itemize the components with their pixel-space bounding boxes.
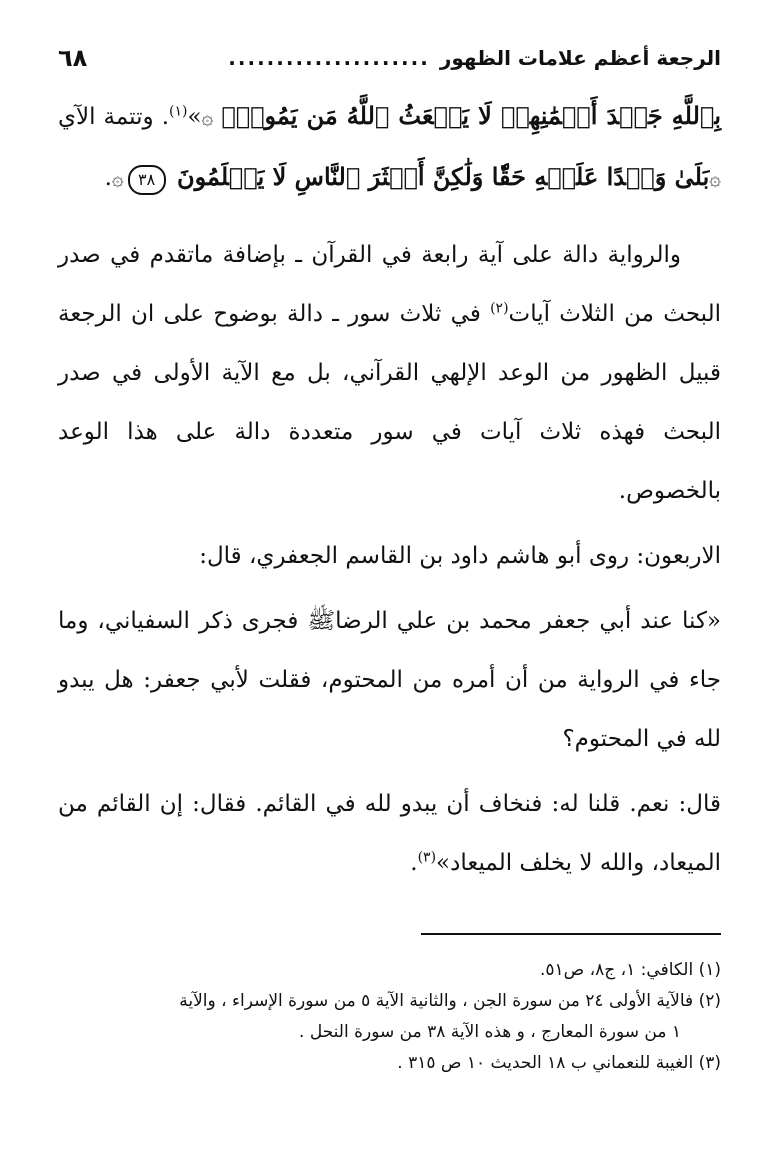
paragraph-1 [58,226,721,521]
running-title [228,46,721,70]
paragraph-2: الاربعون: روى أبو هاشم داود بن القاسم الجعفري، قال: [199,543,721,569]
running-title-text: الرجعة أعظم علامات الظهور [439,46,721,70]
footnotes [58,955,721,1079]
page-number: ٦٨ [58,44,88,72]
paragraph-3-quote: «كنا عند أبي جعفر محمد بن علي الرضاﷺ فجرى ذكر السفياني، وما جاء في الرواية من أن أمره من المحتوم، فقلت لأبي جعفر: هل يبدو لله في المحتوم؟ [58,608,721,752]
quran-verse-1: بِٱللَّهِ جَهۡدَ أَيۡمَٰنِهِمۡ لَا يَبۡعَثُ ٱللَّهُ مَن يَمُوتُۚ [221,101,721,130]
paragraph-4: قال: نعم. قلنا له: فنخاف أن يبدو لله في القائم. فقال: إن القائم من الميعاد، والله لا يخلف الميعاد»$^{(٣)}$. [58,791,721,876]
footnote-ref-1: (١) [169,103,188,120]
quran-verse-2: بَلَىٰ وَعۡدًا عَلَيۡهِ حَقّٗا وَلَٰكِنَّ أَكۡثَرَ ٱلنَّاسِ لَا يَعۡلَمُونَ [176,162,710,191]
quran-verse-block: بِٱللَّهِ جَهۡدَ أَيۡمَٰنِهِمۡ لَا يَبۡعَثُ ٱللَّهُ مَن يَمُوتُۚ ۞»$^{(١)}$. وتتمة الآي ۞بَلَىٰ وَعۡدًا عَلَيۡهِ حَقّٗا وَلَٰكِنَّ أَكۡثَرَ ٱلنَّاسِ لَا يَعۡلَمُونَ ٣٨۞. [58,86,721,208]
verse-end-ornament-icon: ۞ [111,166,124,190]
footnote-ref-3: (٣) [417,849,437,866]
ayah-number-badge: ٣٨ [128,165,166,195]
leader-dots: ..................... [228,46,430,70]
paragraph-4-text: قال: نعم. قلنا له: فنخاف أن يبدو لله في القائم. فقال: إن القائم من الميعاد، والله لا يخلف الميعاد» [58,791,721,876]
page-header [58,38,721,78]
footnote-2-line-1: (٢) فالآية الأولى ٢٤ من سورة الجن ، والثانية الآية ٥ من سورة الإسراء ، والآية [179,991,721,1011]
paragraph-1-part-b: في ثلاث سور ـ دالة بوضوح على ان الرجعة قبيل الظهور من الوعد الإلهي القرآني، بل مع الآية الأولى في صدر البحث فهذه ثلاث آيات في سور متعددة دالة على هذا الوعد بالخصوص. [58,301,721,504]
footnote-1: (١) الكافي: ١، ج٨، ص٥١. [540,960,721,980]
verse-close-ornament-icon: ۞ [201,105,214,129]
footnote-3: (٣) الغيبة للنعماني ب ١٨ الحديث ١٠ ص ٣١٥ . [397,1053,721,1073]
footnote-2-line-2: ١ من سورة المعارج ، و هذه الآية ٣٨ من سورة النحل . [299,1022,681,1042]
main-text [58,86,721,893]
verse-intro-text: وتتمة الآي [58,104,154,130]
footnote-ref-2: (٢) [490,300,509,317]
footnote-separator [421,933,721,935]
paragraph-1-part-a: والرواية دالة على آية رابعة في القرآن ـ بإضافة ماتقدم في صدر البحث من الثلاث آيات [58,242,722,327]
verse-open-ornament-icon: ۞ [709,166,721,190]
